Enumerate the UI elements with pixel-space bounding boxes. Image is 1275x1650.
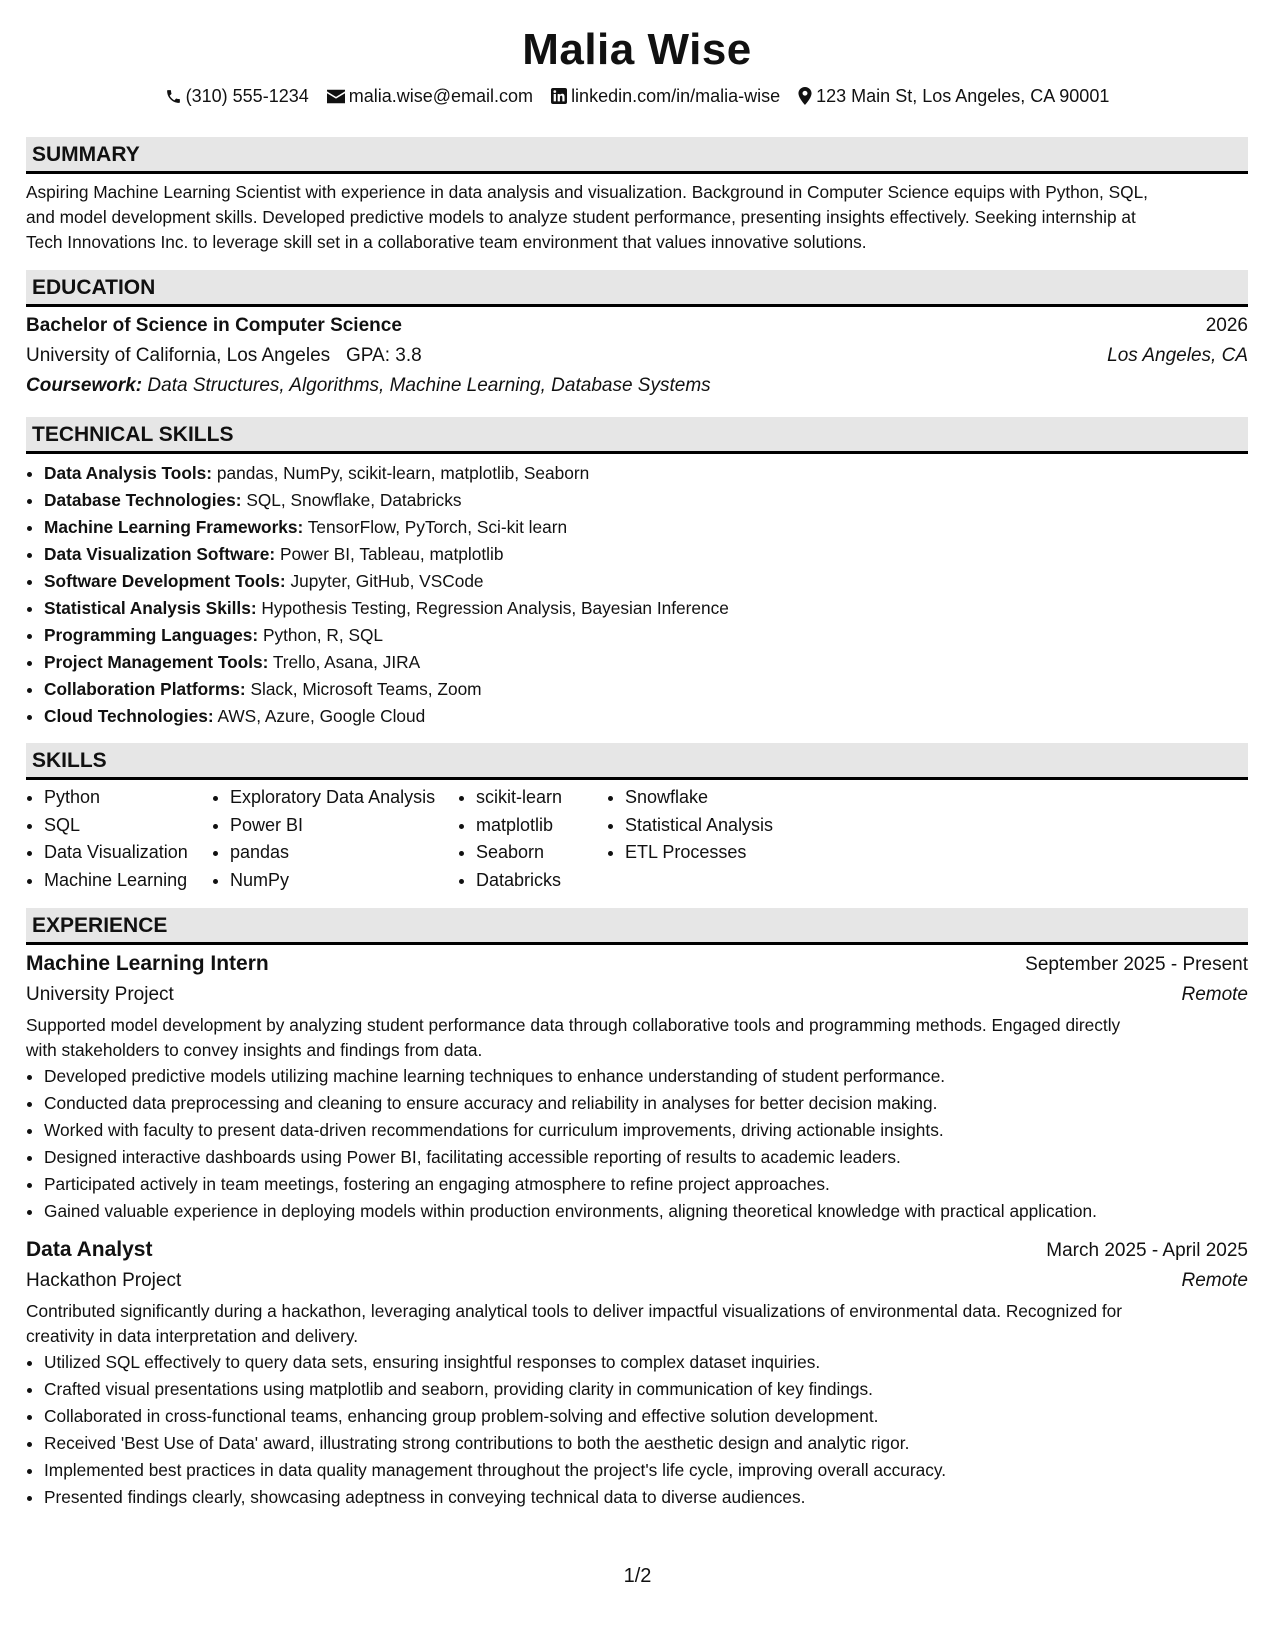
envelope-icon [327, 89, 345, 104]
list-item: • scikit-learn [476, 784, 607, 812]
skill-values: Jupyter, GitHub, VSCode [290, 571, 484, 591]
job-summary-line: Contributed significantly during a hackathon, leveraging analytical tools to deliver impactful visualizations of environmental data. Recognized for [26, 1301, 1123, 1321]
skill-category: Project Management Tools: [44, 652, 269, 672]
list-item: • Worked with faculty to present data-driven recommendations for curriculum improvements, driving actionable insights. [44, 1117, 1248, 1144]
phone-text: (310) 555-1234 [185, 86, 309, 106]
contact-phone [165, 84, 309, 108]
school-text: University of California, Los Angeles [26, 345, 331, 366]
job-title: Machine Learning Intern [26, 952, 269, 975]
skill-category: Statistical Analysis Skills: [44, 598, 257, 618]
list-item: • Machine Learning [44, 867, 212, 895]
job-title: Data Analyst [26, 1238, 153, 1261]
list-item: • Implemented best practices in data quality management throughout the project's life cycle, improving overall accuracy. [44, 1457, 1248, 1484]
skill-values: Slack, Microsoft Teams, Zoom [250, 679, 482, 699]
skills-column [212, 784, 458, 894]
list-item [44, 487, 1248, 514]
linkedin-icon [551, 88, 567, 104]
job-organization: Hackathon Project [26, 1270, 182, 1291]
list-item: • matplotlib [476, 812, 607, 840]
skill-category: Programming Languages: [44, 625, 259, 645]
skill-values: SQL, Snowflake, Databricks [246, 490, 462, 510]
contact-bar [26, 84, 1248, 108]
list-item: • Data Visualization [44, 839, 212, 867]
address-text: 123 Main St, Los Angeles, CA 90001 [816, 86, 1110, 106]
job-summary-line: with stakeholders to convey insights and findings from data. [26, 1040, 483, 1060]
job-summary-line: Supported model development by analyzing student performance data through collaborative tools and programming methods. Engaged directly [26, 1015, 1121, 1035]
list-item: • SQL [44, 812, 212, 840]
skill-values: Trello, Asana, JIRA [272, 652, 421, 672]
graduation-year: 2026 [1205, 315, 1248, 336]
coursework [26, 371, 1248, 401]
summary-text [26, 180, 1248, 255]
skill-category: Collaboration Platforms: [44, 679, 246, 699]
coursework-label: Coursework: [26, 375, 143, 396]
skill-values: Hypothesis Testing, Regression Analysis, Bayesian Inference [261, 598, 729, 618]
education-entry [26, 311, 1248, 401]
contact-email[interactable] [327, 84, 533, 108]
summary-line: and model development skills. Developed predictive models to analyze student performance, presenting insights effectively. Seeking internship at [26, 207, 1136, 227]
skill-values: Power BI, Tableau, matplotlib [279, 544, 504, 564]
skill-category: Data Visualization Software: [44, 544, 276, 564]
job-bullets [26, 1349, 1248, 1511]
list-item [44, 622, 1248, 649]
section-heading-skills: SKILLS [26, 743, 1248, 780]
list-item: • Power BI [230, 812, 458, 840]
section-heading-technical-skills: TECHNICAL SKILLS [26, 417, 1248, 454]
page-number: 1/2 [623, 1565, 652, 1587]
list-item: • Developed predictive models utilizing machine learning techniques to enhance understanding of student performance. [44, 1063, 1248, 1090]
list-item: • Python [44, 784, 212, 812]
list-item [44, 568, 1248, 595]
job-bullets [26, 1063, 1248, 1225]
job-location: Remote [1181, 984, 1248, 1005]
skill-category: Software Development Tools: [44, 571, 286, 591]
list-item: • pandas [230, 839, 458, 867]
technical-skills-list [26, 460, 1248, 730]
phone-icon [165, 88, 182, 105]
list-item [44, 649, 1248, 676]
list-item: • Received 'Best Use of Data' award, illustrating strong contributions to both the aesthetic design and analytic rigor. [44, 1430, 1248, 1457]
skill-values: AWS, Azure, Google Cloud [217, 706, 426, 726]
job-location: Remote [1181, 1270, 1248, 1291]
list-item [44, 676, 1248, 703]
job-dates: March 2025 - April 2025 [1046, 1240, 1248, 1261]
contact-address [798, 84, 1109, 108]
skills-grid [26, 784, 1248, 894]
skill-category: Data Analysis Tools: [44, 463, 213, 483]
skills-column [26, 784, 212, 894]
list-item: • Exploratory Data Analysis [230, 784, 458, 812]
contact-linkedin[interactable] [551, 84, 780, 108]
coursework-list: Data Structures, Algorithms, Machine Learning, Database Systems [147, 375, 711, 396]
list-item: • Utilized SQL effectively to query data sets, ensuring insightful responses to complex dataset inquiries. [44, 1349, 1248, 1376]
skill-category: Cloud Technologies: [44, 706, 214, 726]
job-entry [26, 1235, 1248, 1511]
list-item: • Crafted visual presentations using matplotlib and seaborn, providing clarity in communication of key findings. [44, 1376, 1248, 1403]
section-heading-summary: SUMMARY [26, 137, 1248, 174]
job-summary [26, 1299, 1248, 1349]
degree-title: Bachelor of Science in Computer Science [26, 315, 402, 336]
list-item [44, 703, 1248, 730]
email-text[interactable]: malia.wise@email.com [348, 86, 534, 106]
section-heading-education: EDUCATION [26, 270, 1248, 307]
candidate-name: Malia Wise [522, 25, 752, 74]
list-item: • Seaborn [476, 839, 607, 867]
list-item: • Participated actively in team meetings, fostering an engaging atmosphere to refine project approaches. [44, 1171, 1248, 1198]
resume-page [26, 0, 1248, 1511]
list-item [44, 460, 1248, 487]
skill-values: TensorFlow, PyTorch, Sci-kit learn [307, 517, 568, 537]
map-pin-icon [798, 87, 812, 105]
skill-category: Database Technologies: [44, 490, 242, 510]
job-entry [26, 949, 1248, 1225]
summary-line: Aspiring Machine Learning Scientist with experience in data analysis and visualization. Background in Computer Science equips with Python, SQL, [26, 182, 1148, 202]
linkedin-text[interactable]: linkedin.com/in/malia-wise [571, 86, 781, 106]
list-item: • Snowflake [625, 784, 825, 812]
section-heading-experience: EXPERIENCE [26, 908, 1248, 945]
list-item [44, 595, 1248, 622]
skills-column [607, 784, 825, 894]
list-item: • Presented findings clearly, showcasing adeptness in conveying technical data to diverse audiences. [44, 1484, 1248, 1511]
list-item: • Gained valuable experience in deploying models within production environments, aligning theoretical knowledge with practical application. [44, 1198, 1248, 1225]
job-summary-line: creativity in data interpretation and delivery. [26, 1326, 359, 1346]
list-item: • Databricks [476, 867, 607, 895]
list-item: • Statistical Analysis [625, 812, 825, 840]
list-item: • Designed interactive dashboards using Power BI, facilitating accessible reporting of results to academic leaders. [44, 1144, 1248, 1171]
list-item: • NumPy [230, 867, 458, 895]
skills-column [458, 784, 607, 894]
list-item: • Collaborated in cross-functional teams, enhancing group problem-solving and effective solution development. [44, 1403, 1248, 1430]
list-item [44, 541, 1248, 568]
list-item [44, 514, 1248, 541]
skill-values: Python, R, SQL [262, 625, 384, 645]
skill-values: pandas, NumPy, scikit-learn, matplotlib, Seaborn [216, 463, 590, 483]
job-summary [26, 1013, 1248, 1063]
summary-line: Tech Innovations Inc. to leverage skill set in a collaborative team environment that values innovative solutions. [26, 232, 867, 252]
job-organization: University Project [26, 984, 174, 1005]
gpa-text: GPA: 3.8 [346, 345, 422, 366]
school-name [26, 341, 422, 371]
list-item: • ETL Processes [625, 839, 825, 867]
skill-category: Machine Learning Frameworks: [44, 517, 304, 537]
list-item: • Conducted data preprocessing and cleaning to ensure accuracy and reliability in analyses for better decision making. [44, 1090, 1248, 1117]
job-dates: September 2025 - Present [1025, 954, 1248, 975]
school-location: Los Angeles, CA [1107, 345, 1248, 366]
